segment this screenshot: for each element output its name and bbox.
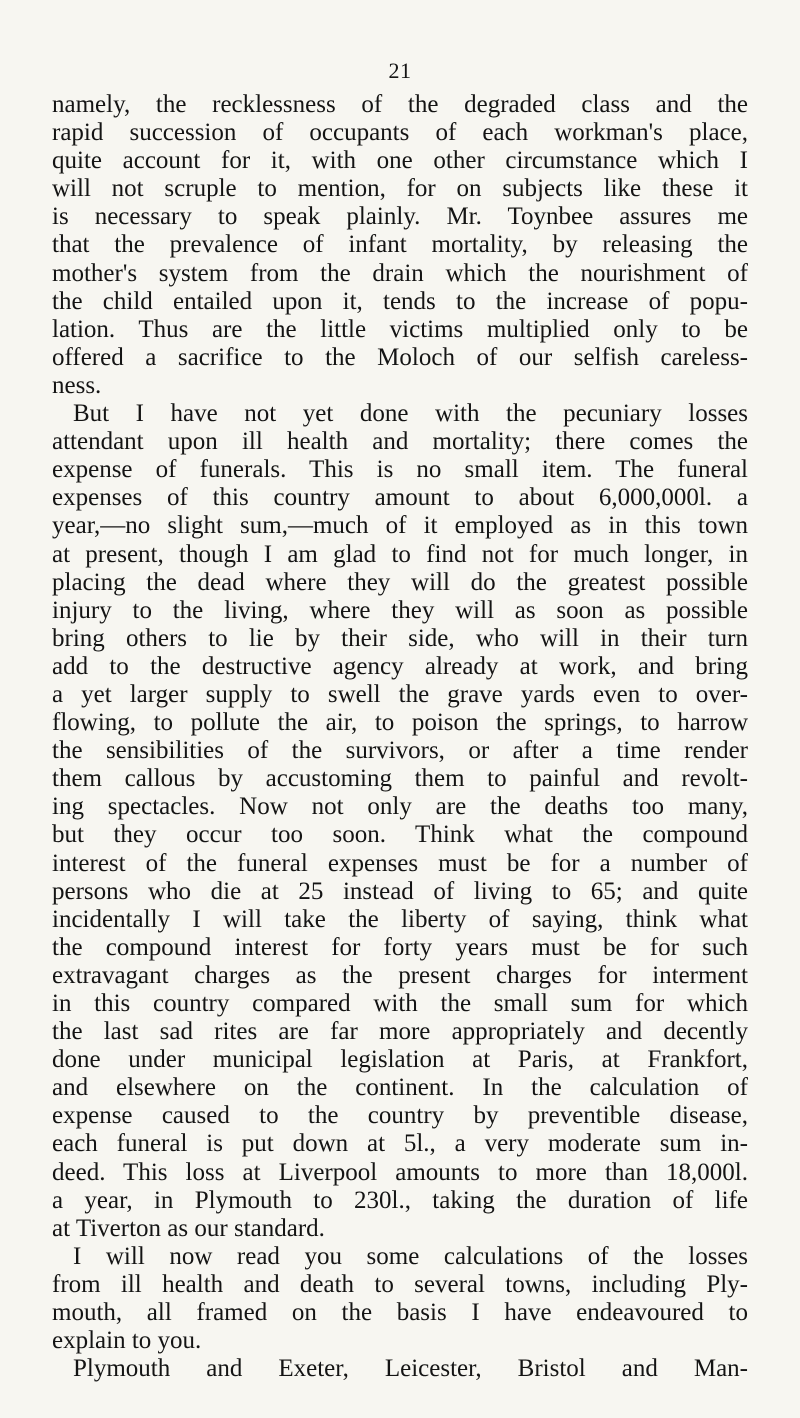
text-line: them callous by accustoming them to painful and revolt-: [52, 765, 748, 793]
text-line: will not scruple to mention, for on subjects like these it: [52, 175, 748, 203]
text-line: lation. Thus are the little victims multiplied only to be: [52, 315, 748, 343]
text-line: the compound interest for forty years must be for such: [52, 933, 748, 961]
text-line: namely, the recklessness of the degraded class and the: [52, 91, 748, 118]
text-line: from ill health and death to several towns, including Ply-: [52, 1270, 748, 1298]
text-line: at present, though I am glad to find not for much longer, in: [52, 540, 748, 568]
text-line: ing spectacles. Now not only are the deaths too many,: [52, 793, 748, 821]
text-line: add to the destructive agency already at work, and bring: [52, 652, 748, 680]
text-line: is necessary to speak plainly. Mr. Toynbee assures me: [52, 203, 748, 231]
text-line: expense caused to the country by preventible disease,: [52, 1102, 748, 1130]
text-line: expenses of this country amount to about 6,000,000l. a: [52, 484, 748, 512]
text-line: rapid succession of occupants of each workman's place,: [52, 119, 748, 147]
text-line: and elsewhere on the continent. In the calculation of: [52, 1074, 748, 1102]
text-line: deed. This loss at Liverpool amounts to more than 18,000l.: [52, 1158, 748, 1186]
text-line: the sensibilities of the survivors, or after a time render: [52, 737, 748, 765]
text-line: each funeral is put down at 5l., a very moderate sum in-: [52, 1130, 748, 1158]
text-line: flowing, to pollute the air, to poison the springs, to harrow: [52, 709, 748, 737]
text-line: a year, in Plymouth to 230l., taking the duration of life: [52, 1186, 748, 1214]
page-number: 21: [388, 58, 412, 83]
text-line: quite account for it, with one other circumstance which I: [52, 147, 748, 175]
text-line: a yet larger supply to swell the grave yards even to over-: [52, 680, 748, 708]
text-line: I will now read you some calculations of the losses: [73, 1242, 748, 1270]
text-line: mother's system from the drain which the nourishment of: [52, 259, 748, 287]
text-line: injury to the living, where they will as soon as possible: [52, 596, 748, 624]
body-text: [52, 91, 748, 1383]
text-line: offered a sacrifice to the Moloch of our selfish careless-: [52, 343, 748, 371]
text-line: Plymouth and Exeter, Leicester, Bristol and Man-: [73, 1355, 748, 1383]
text-line: the last sad rites are far more appropriately and decently: [52, 1018, 748, 1046]
text-line: mouth, all framed on the basis I have endeavoured to: [52, 1299, 748, 1327]
text-line: explain to you.: [52, 1327, 202, 1355]
text-line: But I have not yet done with the pecuniary losses: [73, 400, 748, 428]
text-line: interest of the funeral expenses must be for a number of: [52, 849, 748, 877]
text-line: attendant upon ill health and mortality; there comes the: [52, 428, 748, 456]
text-line: ness.: [52, 371, 102, 399]
text-line: bring others to lie by their side, who will in their turn: [52, 624, 748, 652]
text-line: year,—no slight sum,—much of it employed as in this town: [52, 512, 748, 540]
text-line: incidentally I will take the liberty of saying, think what: [52, 905, 748, 933]
text-line: placing the dead where they will do the greatest possible: [52, 568, 748, 596]
text-line: the child entailed upon it, tends to the increase of popu-: [52, 287, 748, 315]
text-line: expense of funerals. This is no small item. The funeral: [52, 456, 748, 484]
text-line: at Tiverton as our standard.: [52, 1214, 325, 1242]
text-line: that the prevalence of infant mortality, by releasing the: [52, 231, 748, 259]
text-line: but they occur too soon. Think what the compound: [52, 821, 748, 849]
text-line: extravagant charges as the present charges for interment: [52, 961, 748, 989]
text-line: persons who die at 25 instead of living to 65; and quite: [52, 877, 748, 905]
text-line: done under municipal legislation at Paris, at Frankfort,: [52, 1046, 748, 1074]
text-line: in this country compared with the small sum for which: [52, 990, 748, 1017]
